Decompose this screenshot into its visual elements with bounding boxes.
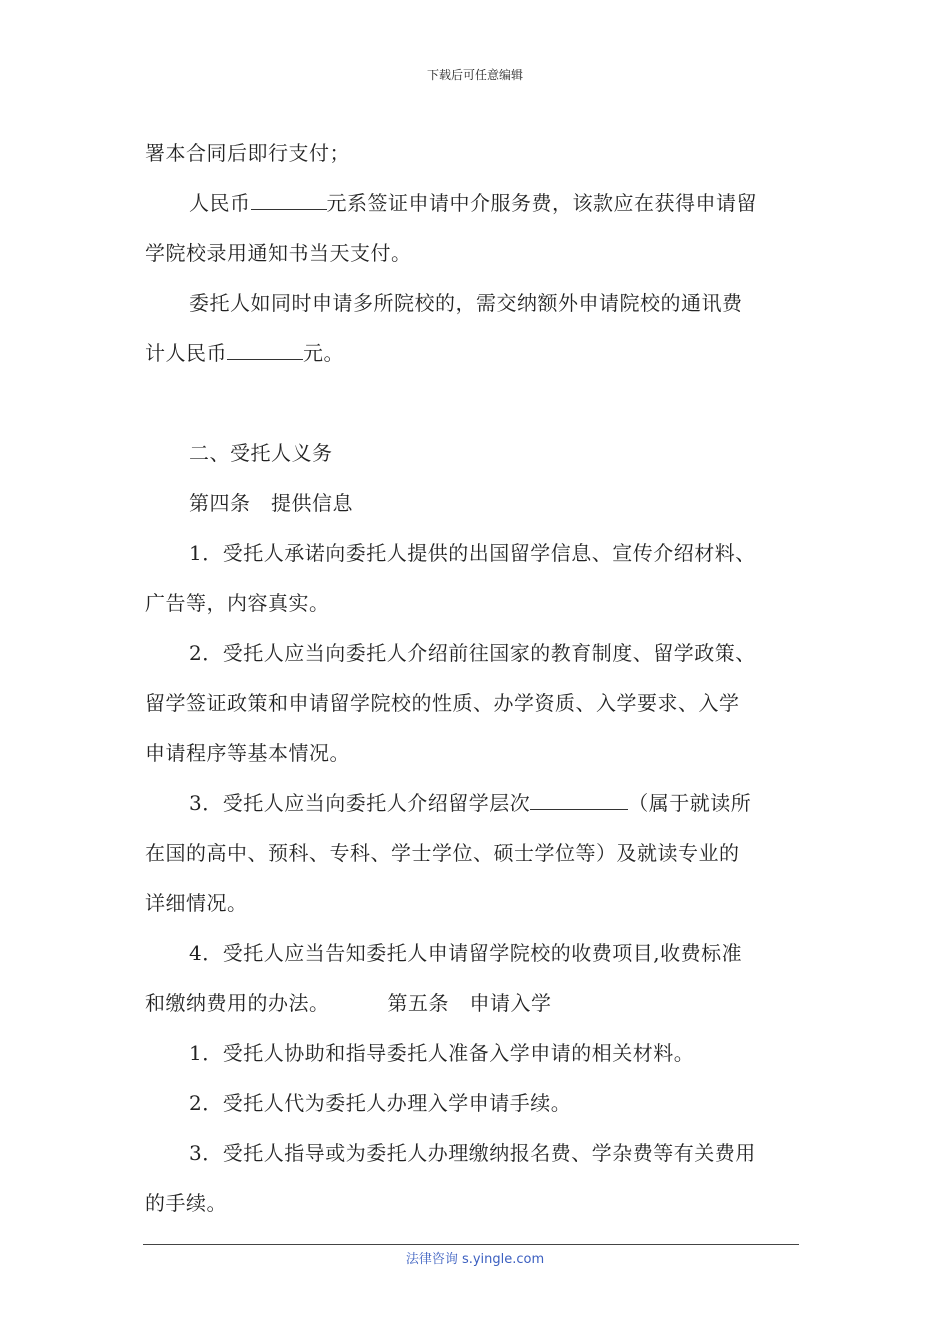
text-line: 在国的高中、预科、专科、学士学位、硕士学位等）及就读专业的 [145, 841, 740, 865]
text-line [145, 978, 805, 1028]
text-line [145, 778, 805, 828]
document-body [145, 128, 805, 1228]
text-fragment: 计人民币 [145, 341, 227, 365]
footer-link[interactable]: 法律咨询 s.yingle.com [405, 1252, 545, 1267]
text-line: 2．受托人应当向委托人介绍前往国家的教育制度、留学政策、 [189, 641, 756, 665]
text-line: 3．受托人指导或为委托人办理缴纳报名费、学杂费等有关费用 [189, 1141, 756, 1165]
text-line: 学院校录用通知书当天支付。 [145, 241, 412, 265]
text-line: 的手续。 [145, 1191, 227, 1215]
text-fragment: 元系签证申请中介服务费，该款应在获得申请留 [326, 191, 757, 215]
fill-in-blank [251, 193, 327, 210]
fill-in-blank [530, 793, 628, 810]
text-line: 详细情况。 [145, 891, 248, 915]
blank-line [145, 378, 805, 428]
text-line [145, 178, 805, 228]
fill-in-blank [227, 343, 303, 360]
text-fragment: 和缴纳费用的办法。 [145, 991, 330, 1015]
text-line: 2．受托人代为委托人办理入学申请手续。 [189, 1091, 572, 1115]
text-line: 4．受托人应当告知委托人申请留学院校的收费项目,收费标准 [189, 941, 743, 965]
text-line: 1．受托人协助和指导委托人准备入学申请的相关材料。 [189, 1041, 695, 1065]
text-line [145, 328, 805, 378]
article-title: 第四条 提供信息 [189, 491, 353, 515]
page-header: 下载后可任意编辑 [426, 68, 523, 82]
text-line: 委托人如同时申请多所院校的，需交纳额外申请院校的通讯费 [189, 291, 743, 315]
text-line: 广告等，内容真实。 [145, 591, 330, 615]
footer-divider [143, 1244, 799, 1245]
text-line: 署本合同后即行支付； [145, 141, 350, 165]
text-fragment: （属于就读所 [628, 791, 752, 815]
text-fragment: 元。 [303, 341, 344, 365]
text-line: 申请程序等基本情况。 [145, 741, 350, 765]
section-title: 二、受托人义务 [189, 441, 333, 465]
article-title: 第五条 申请入学 [387, 991, 552, 1015]
text-fragment: 人民币 [189, 191, 251, 215]
text-line: 留学签证政策和申请留学院校的性质、办学资质、入学要求、入学 [145, 691, 740, 715]
text-line: 1．受托人承诺向委托人提供的出国留学信息、宣传介绍材料、 [189, 541, 756, 565]
text-fragment: 3．受托人应当向委托人介绍留学层次 [189, 791, 531, 815]
